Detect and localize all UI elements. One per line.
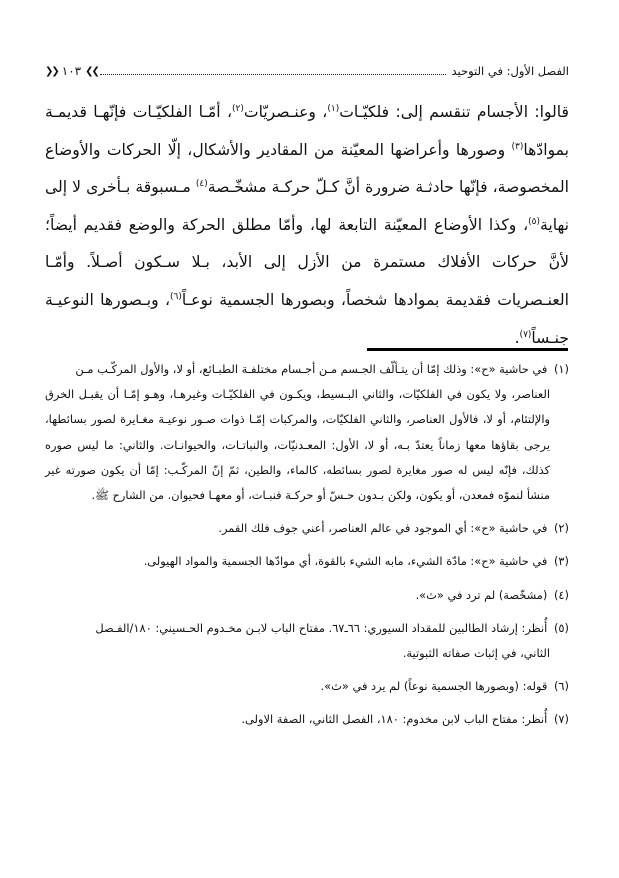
footnote-number: (٤) (553, 587, 569, 602)
page-number: ١٠٣ (61, 64, 82, 78)
footnote-ref-5[interactable]: (٥) (528, 216, 541, 227)
text-segment: . (514, 328, 520, 347)
footnote-4 (45, 583, 569, 608)
footnote-text: في حاشية «ح»: أي الموجود في عالم العناصر، أعني جوف فلك القمر. (218, 521, 548, 536)
footnote-number: (١) (553, 362, 569, 376)
footnote-text: أُنظر: إرشاد الطالبين للمقداد السيوري: ٦٦ـ٦٧. مفتاح الباب لابـن مخـدوم الحـسيني: ١٨٠/الفـصل (95, 620, 548, 635)
footnote-text: قوله: (وبصورها الجسمية نوعاً) لم يرد في «ث». (320, 679, 548, 694)
footnote-text: (مشخّصة) لم ترد في «ث». (415, 587, 548, 602)
footnote-number: (٦) (553, 679, 569, 694)
footnote-text: أُنظر: مفتاح الباب لابن مخدوم: ١٨٠، الفصل الثاني، الصفة الاولى. (241, 712, 548, 727)
footnote-1 (45, 357, 569, 508)
footnote-5 (45, 616, 569, 666)
text-segment: ، وعنـصريّات (243, 103, 328, 121)
footnote-number: (٧) (553, 712, 569, 727)
footnote-3 (45, 549, 569, 574)
footnote-number: (٣) (553, 554, 569, 569)
footnote-ref-2[interactable]: (٢) (232, 103, 244, 114)
main-text (45, 94, 569, 357)
ornament-left-icon: ❮❮ (45, 65, 58, 77)
footnote-ref-1[interactable]: (١) (327, 103, 340, 114)
footnote-2 (45, 516, 569, 541)
text-segment: ، وكذا الأوضاع المعيّنة التابعة لها، وأمّا مطلق الحركة والوضع فقديم أيضاً؛ لأنَّ حركات الأفلاك مستمرة من الأزل إلى الأبد، بـلا سـكون أصـلاً. وأمّـا العنـصريات فقديمة بموادها شخصاً، وبصورها الجسمية نوعـاً (45, 215, 569, 309)
footnote-ref-4[interactable]: (٤) (195, 179, 208, 189)
footnote-ref-6[interactable]: (٦) (169, 291, 182, 302)
footnote-number: (٢) (553, 521, 569, 536)
footnote-ref-7[interactable]: (٧) (519, 329, 532, 340)
dot-leader (100, 62, 447, 75)
main-paragraph (45, 94, 569, 357)
text-segment: ، وبـصورها النوعيـة جنـساً (45, 290, 569, 347)
text-segment: قالوا: الأجسام تنقسم إلى: فلكيّـات (339, 103, 570, 121)
text-segment: مـسبوقة بـأخرى لا إلى نهاية (45, 178, 569, 234)
document-page (45, 0, 569, 878)
footnote-text: في حاشية «ح»: وذلك إمّا أن يتـألّف الجـسم مـن أجـسام مختلفـة الطبـائع، أو لا، والأول المركّـب مـن (75, 362, 548, 376)
footnote-number: (٥) (553, 620, 569, 635)
footnote-continuation: الثاني، في إثبات صفاته الثبوتية. (402, 646, 550, 661)
running-header (45, 62, 569, 80)
footnote-continuation: العناصر، ولا يكون في الفلكيّات، والثاني البـسيط، ويكـون في الفلكيّـات وغيرهـا، وهـو إمّـا أن يقبـل الخرق والإلتئام، أو لا، فالأول العناصر، والثاني الفلكيّات، والمركبات إمّـا ذوات صـور نوعيـة مغـايرة لصور بسائطها، يرجى بقاؤها معها زماناً يعتدّ بـه، أو لا، الأول: المعـدنيّات، والنباتـات، والحيوانـات. والثاني: ما ليس صوره كذلك، فإنّه ليس له صور مغايرة لصور بسائطه، كالماء، والطين، ثمّ إنّ المركّـب: إمّا أن يكون صورته غير منشأ لنموّه فمعدن، أو يكون، ولكن بـدون حـسّ أو حركـة فنبـات، أو معهـا فحيوان. من الشارح ﷺ. (45, 387, 550, 503)
footnote-divider (367, 348, 568, 351)
text-segment: وصورها وأعراضها المعيّنة من المقادير والأشكال، إلّا الحركات والأوضاع المخصوصة، فإنّها حادثـة ضرورة أنَّ كـلّ حركـة مشخّـصة (45, 140, 569, 197)
text-segment: ، أمّـا الفلكيّـات فإنّهـا قديمـة بموادّها (45, 103, 569, 159)
footnote-7 (45, 707, 569, 732)
footnote-6 (45, 674, 569, 699)
footnote-ref-3[interactable]: (٣) (511, 141, 524, 152)
page-number-block (45, 64, 98, 78)
chapter-title: الفصل الأول: في التوحيد (451, 64, 569, 78)
footnotes (45, 357, 569, 733)
ornament-right-icon: ❯❯ (85, 65, 98, 77)
footnote-text: في حاشية «ح»: مادّة الشيء، مابه الشيء بالقوة، أي موادّها الجسمية والمواد الهيولى. (143, 554, 548, 569)
